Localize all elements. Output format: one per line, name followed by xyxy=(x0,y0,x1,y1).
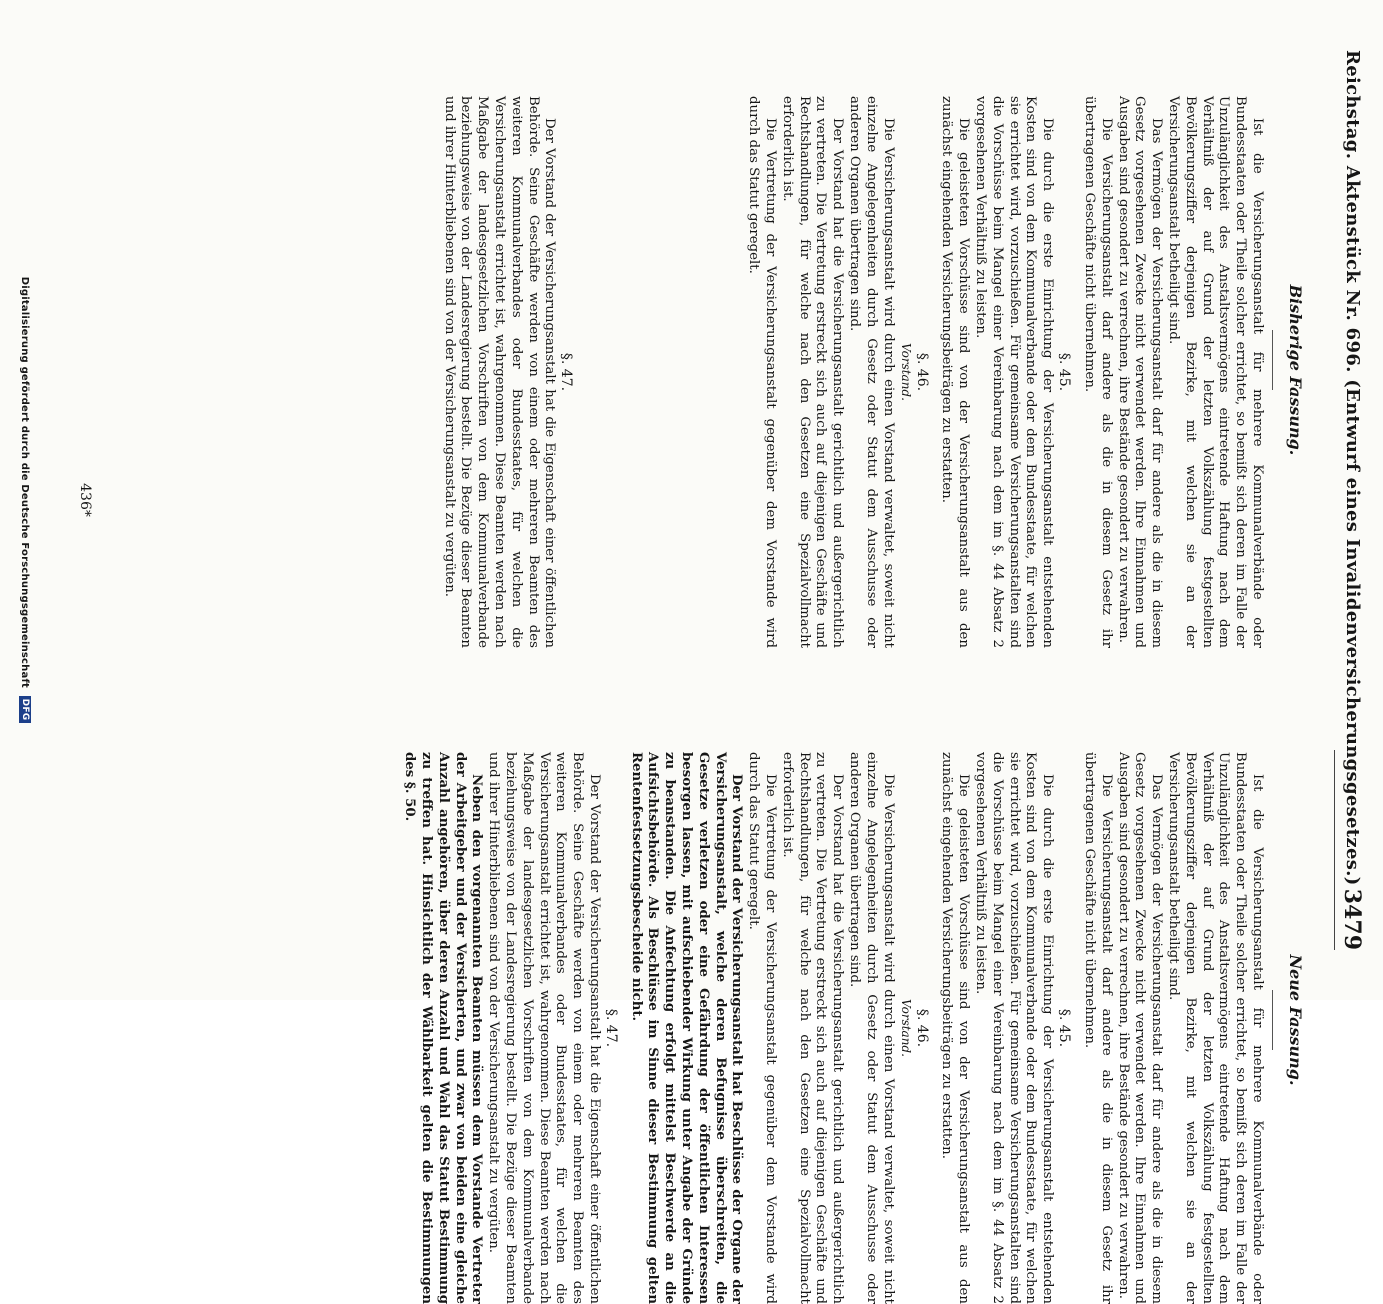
paragraph: Die Vertretung der Versicherungsanstalt gegenüber dem Vorstande wird durch das Statut geregelt. xyxy=(746,752,779,1304)
column-heading-new-version: Neue Fassung. xyxy=(1286,954,1305,1086)
paragraph: Der Vorstand der Versicherungsanstalt hat die Eigenschaft einer öffentlichen Behörde. Seine Geschäfte werden von einem oder mehreren Beamten des weiteren Kommunalverbandes oder Bundesstaates, für welchen die Versicherungsanstalt errichtet ist, wahrgenommen. Diese Beamten werden nach Maßgabe der landesgesetzlichen Vorschriften von dem Kommunalverbande beziehungsweise von der Landesregierung bestellt. Die Bezüge dieser Beamten und ihrer Hinterbliebenen sind von der Versicherungsanstalt zu vergüten. xyxy=(441,96,558,648)
paragraph: Der Vorstand hat die Versicherungsanstalt gerichtlich und außergerichtlich zu vertreten. Die Vertretung erstreckt sich auch auf diejenigen Geschäfte und Rechtshandlungen, für welche nach den Gesetzen eine Spezialvollmacht erforderlich ist. xyxy=(779,96,846,648)
paragraph: Der Vorstand hat die Versicherungsanstalt gerichtlich und außergerichtlich zu vertreten. Die Vertretung erstreckt sich auch auf diejenigen Geschäfte und Rechtshandlungen, für welche nach den Gesetzen eine Spezialvollmacht erforderlich ist. xyxy=(779,752,846,1304)
paragraph: Der Vorstand der Versicherungsanstalt hat die Eigenschaft einer öffentlichen Behörde. Seine Geschäfte werden von einem oder mehreren Beamten des weiteren Kommunalverbandes oder Bundesstaates, für welchen die Versicherungsanstalt errichtet ist, wahrgenommen. Diese Beamten werden nach Maßgabe der landesgesetzlichen Vorschriften von dem Kommunalverbande beziehungsweise von der Landesregierung bestellt. Die Bezüge dieser Beamten und ihrer Hinterbliebenen sind von der Versicherungsanstalt zu vergüten. xyxy=(486,752,602,1304)
paragraph: Ist die Versicherungsanstalt für mehrere Kommunalverbände oder Bundesstaaten oder Theile solcher errichtet, so bemißt sich deren im Falle der Unzulänglichkeit des Anstaltsvermögens eintretende Haftung nach dem Verhältniß der auf Grund der letzten Volkszählung festgestellten Bevölkerungsziffer derjenigen Bezirke, mit welchen sie an der Versicherungsanstalt betheiligt sind. xyxy=(1166,752,1265,1304)
section-subtitle: Vorstand. xyxy=(898,999,913,1057)
left-column-text xyxy=(440,96,1265,648)
section-subtitle: Vorstand. xyxy=(898,343,913,401)
section-heading: §. 45. xyxy=(1056,352,1073,392)
page-header xyxy=(1329,50,1369,950)
paragraph: Das Vermögen der Versicherungsanstalt darf für andere als die in diesem Gesetz vorgesehenen Zwecke nicht verwendet werden. Ihre Einnahmen und Ausgaben sind gesondert zu verrechnen, ihre Bestände gesondert zu verwahren. xyxy=(1115,96,1165,648)
digitization-text: Digitalisierung gefördert durch die Deutsche Forschungsgemeinschaft xyxy=(19,276,30,688)
section-heading: §. 45. xyxy=(1056,1008,1073,1048)
paragraph: Die durch die erste Einrichtung der Versicherungsanstalt entstehenden Kosten sind von dem Kommunalverbande oder dem Bundesstaate, für welchen sie errichtet wird, vorzuschießen. Für gemeinsame Versicherungsanstalten sind die Vorschüsse beim Mangel einer Vereinbarung nach dem im §. 44 Absatz 2 vorgesehenen Verhältniß zu leisten. xyxy=(973,752,1056,1304)
section-heading: §. 46. xyxy=(913,1008,930,1048)
digitization-note xyxy=(19,0,31,1000)
paragraph: Die durch die erste Einrichtung der Versicherungsanstalt entstehenden Kosten sind von dem Kommunalverbande oder dem Bundesstaate, für welchen sie errichtet wird, vorzuschießen. Für gemeinsame Versicherungsanstalten sind die Vorschüsse beim Mangel einer Vereinbarung nach dem im §. 44 Absatz 2 vorgesehenen Verhältniß zu leisten. xyxy=(973,96,1056,648)
paragraph: Die Versicherungsanstalt darf andere als die in diesem Gesetz ihr übertragenen Geschäfte nicht übernehmen. xyxy=(1082,752,1114,1304)
column-heading-rule-right xyxy=(1272,990,1273,1050)
section-heading: §. 47. xyxy=(558,352,575,392)
paragraph: Die Versicherungsanstalt darf andere als die in diesem Gesetz ihr übertragenen Geschäfte nicht übernehmen. xyxy=(1082,96,1114,648)
paragraph: Die Versicherungsanstalt wird durch einen Vorstand verwaltet, soweit nicht einzelne Angelegenheiten durch Gesetz oder Statut dem Ausschusse oder anderen Organen übertragen sind. xyxy=(847,96,896,648)
dfg-logo: DFG xyxy=(19,696,31,724)
section-heading: §. 46. xyxy=(913,352,930,392)
column-heading-previous-version: Bisherige Fassung. xyxy=(1286,284,1305,456)
paragraph: Die Vertretung der Versicherungsanstalt gegenüber dem Vorstande wird durch das Statut geregelt. xyxy=(746,96,779,648)
header-rule xyxy=(1334,750,1335,950)
paragraph-amendment: Der Vorstand der Versicherungsanstalt hat Beschlüsse der Organe der Versicherungsanstalt, welche deren Befugnisse überschreiten, die Gesetze verletzen oder eine Gefährdung der öffentlichen Interessen besorgen lassen, mit aufschiebender Wirkung unter Angabe der Gründe zu beanstanden. Die Anfechtung erfolgt mittelst Beschwerde an die Aufsichtsbehörde. Als Beschlüsse im Sinne dieser Bestimmung gelten Rentenfestsetzungsbescheide nicht. xyxy=(628,752,745,1304)
paragraph: Die Versicherungsanstalt wird durch einen Vorstand verwaltet, soweit nicht einzelne Angelegenheiten durch Gesetz oder Statut dem Ausschusse oder anderen Organen übertragen sind. xyxy=(847,752,896,1304)
paragraph-amendment: Neben den vorgenannten Beamten müssen dem Vorstande Vertreter der Arbeitgeber und der Versicherten, und zwar von beiden eine gleiche Anzahl angehören, über deren Anzahl und Wahl das Statut Bestimmung zu treffen hat. Hinsichtlich der Wählbarkeit gelten die Bestimmungen des §. 50. xyxy=(402,752,485,1304)
folio-number: 436* xyxy=(77,483,93,517)
paragraph: Die geleisteten Vorschüsse sind von der Versicherungsanstalt aus den zunächst eingehenden Versicherungsbeiträgen zu erstatten. xyxy=(939,96,972,648)
paragraph: Die geleisteten Vorschüsse sind von der Versicherungsanstalt aus den zunächst eingehenden Versicherungsbeiträgen zu erstatten. xyxy=(939,752,972,1304)
paragraph: Ist die Versicherungsanstalt für mehrere Kommunalverbände oder Bundesstaaten oder Theile solcher errichtet, so bemißt sich deren im Falle der Unzulänglichkeit des Anstaltsvermögens eintretende Haftung nach dem Verhältniß der auf Grund der letzten Volkszählung festgestellten Bevölkerungsziffer derjenigen Bezirke, mit welchen sie an der Versicherungsanstalt betheiligt sind. xyxy=(1166,96,1265,648)
paragraph: Das Vermögen der Versicherungsanstalt darf für andere als die in diesem Gesetz vorgesehenen Zwecke nicht verwendet werden. Ihre Einnahmen und Ausgaben sind gesondert zu verrechnen, ihre Bestände gesondert zu verwahren. xyxy=(1115,752,1165,1304)
column-heading-rule-left xyxy=(1272,330,1273,390)
section-heading: §. 47. xyxy=(602,1008,619,1048)
header-page-number: 3479 xyxy=(1339,888,1365,950)
header-title: Reichstag. Aktenstück Nr. 696. (Entwurf eines Invalidenversicherungsgesetzes.) xyxy=(1342,50,1363,886)
right-column-text xyxy=(400,752,1265,1304)
